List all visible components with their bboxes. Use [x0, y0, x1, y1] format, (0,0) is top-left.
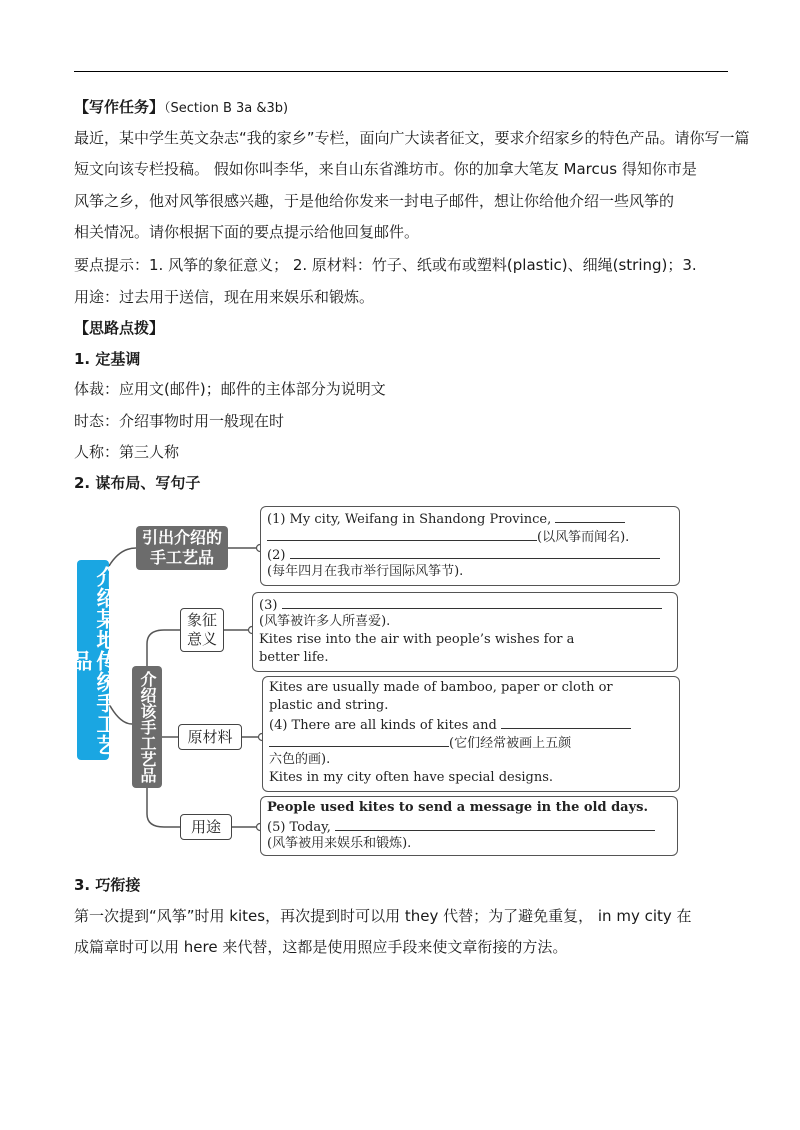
blank-line [282, 595, 662, 609]
mind-map-diagram [69, 504, 680, 858]
box-text: better life. [259, 650, 329, 665]
box-text: (1) My city, Weifang in Shandong Province, [267, 512, 552, 527]
node-introduce-craft: 引出介绍的手工艺品 [136, 526, 228, 570]
section-3-line: 第一次提到“风筝”时用 kites，再次提到时可以用 they 代替；为了避免重复， in my city 在 [74, 907, 692, 925]
box-intro-sentences [260, 506, 680, 586]
box-text: (4) There are all kinds of kites and [269, 718, 497, 733]
section-1-line: 体裁：应用文(邮件)；邮件的主体部分为说明文 [74, 380, 386, 398]
task-line: 短文向该专栏投稿。 假如你叫李华，来自山东省潍坊市。你的加拿大笔友 Marcus 得知你市是 [74, 160, 697, 178]
box-text: (以风筝而闻名). [537, 530, 630, 545]
box-text: Kites are usually made of bamboo, paper or cloth or [269, 680, 613, 695]
box-symbolic-meaning [252, 592, 678, 672]
box-text: People used kites to send a message in the old days. [267, 800, 649, 815]
box-text: (每年四月在我市举行国际风筝节). [267, 564, 464, 579]
task-line: 要点提示：1. 风筝的象征意义； 2. 原材料：竹子、纸或布或塑料(plastic)、细绳(string)；3. [74, 256, 697, 274]
section-2-heading: 2. 谋布局、写句子 [74, 474, 201, 492]
box-usage [260, 796, 678, 856]
box-text: (3) [259, 598, 278, 613]
box-text: plastic and string. [269, 698, 389, 713]
blank-line [501, 715, 631, 729]
box-text: (风筝被用来娱乐和锻炼). [267, 836, 412, 851]
node-describe-craft: 介绍该手工艺品 [132, 666, 162, 788]
task-heading [74, 96, 288, 120]
leaf-symbolic-meaning: 象征意义 [180, 608, 224, 652]
blank-line [267, 527, 537, 541]
blank-line [335, 817, 655, 831]
task-line: 风筝之乡，他对风筝很感兴趣，于是他给你发来一封电子邮件，想让你给他介绍一些风筝的 [74, 192, 675, 210]
section-1-line: 人称：第三人称 [74, 443, 180, 461]
box-text: (5) Today, [267, 820, 331, 835]
box-text: Kites in my city often have special designs. [269, 770, 554, 785]
task-heading-label: 【写作任务】 [74, 98, 165, 116]
blank-line [290, 545, 660, 559]
task-section: （Section B 3a &3b) [164, 101, 289, 116]
section-3-line: 成篇章时可以用 here 来代替，这都是使用照应手段来使文章衔接的方法。 [74, 938, 568, 956]
guide-heading: 【思路点拨】 [74, 319, 165, 337]
box-text: (2) [267, 548, 286, 563]
box-text: 六色的画). [269, 752, 331, 767]
task-line: 相关情况。请你根据下面的要点提示给他回复邮件。 [74, 223, 420, 241]
leaf-materials: 原材料 [178, 724, 242, 750]
leaf-usage: 用途 [180, 814, 232, 840]
task-line: 用途：过去用于送信，现在用来娱乐和锻炼。 [74, 288, 375, 306]
section-1-heading: 1. 定基调 [74, 350, 141, 368]
box-text: (风筝被许多人所喜爱). [259, 614, 391, 629]
task-line: 最近，某中学生英文杂志“我的家乡”专栏，面向广大读者征文，要求介绍家乡的特色产品。请你写一篇 [74, 129, 750, 147]
blank-line [269, 733, 449, 747]
section-3-heading: 3. 巧衔接 [74, 876, 141, 894]
box-text: Kites rise into the air with people’s wishes for a [259, 632, 575, 647]
section-1-line: 时态：介绍事物时用一般现在时 [74, 412, 285, 430]
blank-line [555, 509, 625, 523]
box-text: (它们经常被画上五颜 [449, 736, 572, 751]
root-node: 介绍某地传统手工艺品 [77, 560, 109, 760]
box-materials [262, 676, 680, 792]
header-rule [74, 71, 728, 72]
